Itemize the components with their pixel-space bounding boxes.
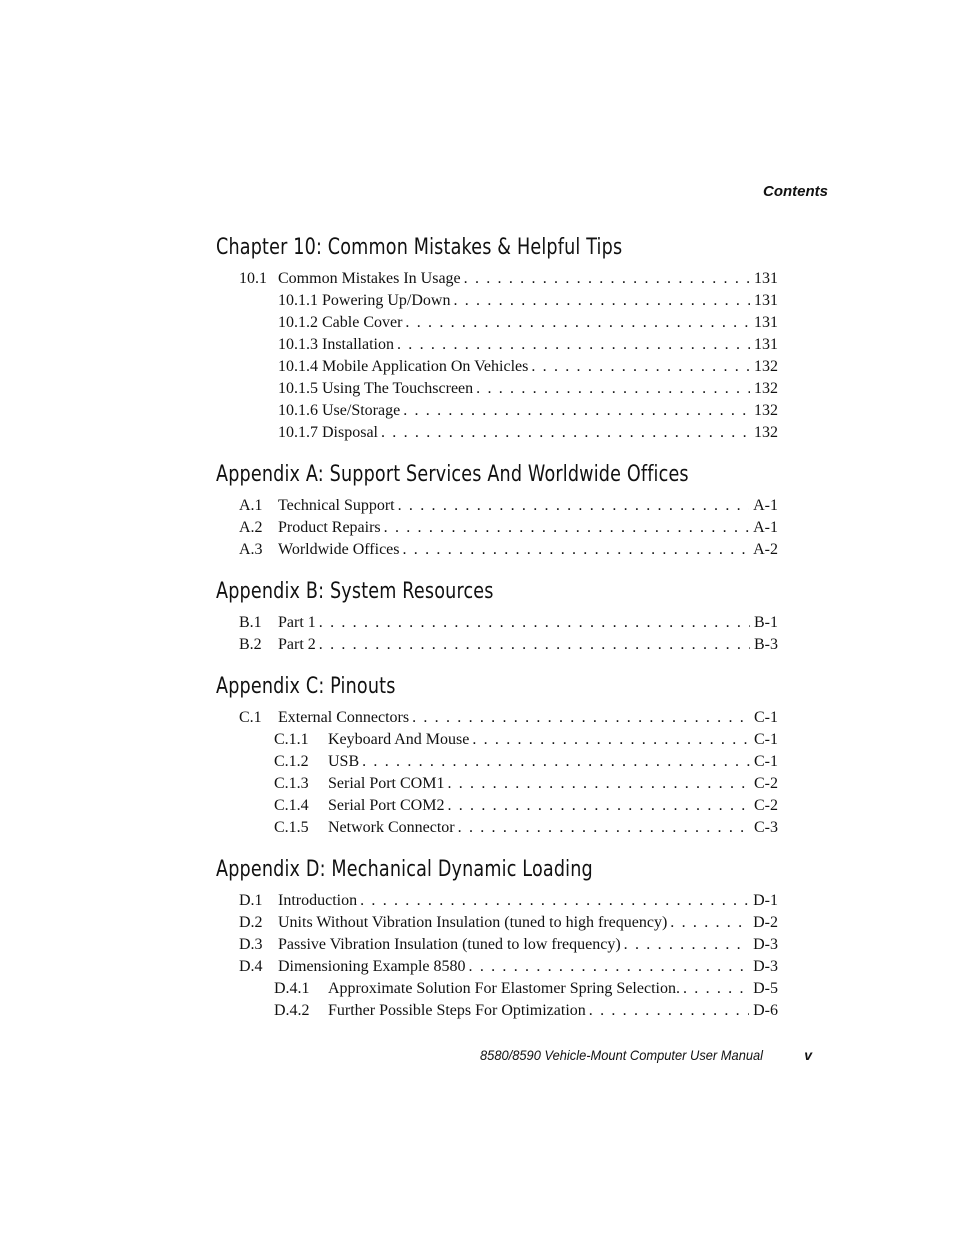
entry-page-number: 131 bbox=[754, 336, 778, 353]
toc-entry[interactable] bbox=[216, 934, 778, 956]
toc-section bbox=[216, 854, 778, 1022]
toc-entry[interactable] bbox=[216, 495, 778, 517]
dot-leader bbox=[447, 795, 750, 817]
entry-number: C.1.2 bbox=[274, 753, 309, 770]
entry-title: 10.1.1 Powering Up/Down bbox=[278, 292, 451, 309]
entry-page-number: B-3 bbox=[754, 636, 778, 653]
entry-page-number: 132 bbox=[754, 358, 778, 375]
section-heading: Appendix B: System Resources bbox=[216, 579, 494, 604]
toc-section bbox=[216, 671, 778, 839]
dot-leader bbox=[362, 751, 750, 773]
dot-leader bbox=[381, 422, 750, 444]
dot-leader bbox=[683, 978, 749, 1000]
entry-number: B.1 bbox=[239, 614, 262, 631]
entry-title: Passive Vibration Insulation (tuned to low frequency) bbox=[278, 936, 621, 953]
entry-page-number: D-3 bbox=[753, 958, 778, 975]
toc-entry[interactable] bbox=[216, 268, 778, 290]
toc-entry[interactable] bbox=[216, 890, 778, 912]
entry-title: Introduction bbox=[278, 892, 358, 909]
entry-title: 10.1.7 Disposal bbox=[278, 424, 378, 441]
entry-title: Serial Port COM2 bbox=[328, 797, 445, 814]
dot-leader bbox=[589, 1000, 749, 1022]
entry-page-number: A-1 bbox=[753, 497, 778, 514]
dot-leader bbox=[403, 400, 750, 422]
entry-number: D.4.2 bbox=[274, 1002, 310, 1019]
entry-title: Keyboard And Mouse bbox=[328, 731, 470, 748]
toc-entry[interactable] bbox=[216, 978, 778, 1000]
toc-section bbox=[216, 576, 778, 656]
toc-entry[interactable] bbox=[216, 290, 778, 312]
toc-entry[interactable] bbox=[216, 707, 778, 729]
entry-page-number: B-1 bbox=[754, 614, 778, 631]
toc-entry[interactable] bbox=[216, 956, 778, 978]
entry-number: A.2 bbox=[239, 519, 263, 536]
entry-page-number: 132 bbox=[754, 424, 778, 441]
entry-page-number: C-2 bbox=[754, 775, 778, 792]
toc-entry[interactable] bbox=[216, 356, 778, 378]
entry-page-number: D-3 bbox=[753, 936, 778, 953]
entry-number: B.2 bbox=[239, 636, 262, 653]
entry-title: 10.1.2 Cable Cover bbox=[278, 314, 403, 331]
entry-page-number: C-1 bbox=[754, 753, 778, 770]
manual-title: 8580/8590 Vehicle-Mount Computer User Manual bbox=[480, 1047, 764, 1063]
page-number: v bbox=[804, 1047, 812, 1063]
section-heading: Chapter 10: Common Mistakes & Helpful Tips bbox=[216, 235, 623, 260]
dot-leader bbox=[453, 290, 750, 312]
dot-leader bbox=[398, 495, 749, 517]
entry-title: Further Possible Steps For Optimization bbox=[328, 1002, 586, 1019]
entry-number: D.4 bbox=[239, 958, 263, 975]
entry-number: A.1 bbox=[239, 497, 263, 514]
entry-number: C.1.1 bbox=[274, 731, 309, 748]
dot-leader bbox=[447, 773, 750, 795]
section-heading: Appendix D: Mechanical Dynamic Loading bbox=[216, 857, 593, 882]
toc-entry[interactable] bbox=[216, 634, 778, 656]
dot-leader bbox=[476, 378, 750, 400]
dot-leader bbox=[670, 912, 749, 934]
entry-page-number: D-5 bbox=[753, 980, 778, 997]
entry-title: 10.1.4 Mobile Application On Vehicles bbox=[278, 358, 529, 375]
entry-page-number: A-2 bbox=[753, 541, 778, 558]
dot-leader bbox=[403, 539, 750, 561]
entry-number: A.3 bbox=[239, 541, 263, 558]
entry-title: 10.1.5 Using The Touchscreen bbox=[278, 380, 474, 397]
entry-title: Part 1 bbox=[278, 614, 316, 631]
dot-leader bbox=[397, 334, 750, 356]
entry-title: 10.1.3 Installation bbox=[278, 336, 394, 353]
dot-leader bbox=[405, 312, 750, 334]
dot-leader bbox=[464, 268, 750, 290]
entry-page-number: 131 bbox=[754, 292, 778, 309]
dot-leader bbox=[469, 956, 750, 978]
entry-title: Dimensioning Example 8580 bbox=[278, 958, 466, 975]
dot-leader bbox=[319, 634, 750, 656]
entry-number: D.3 bbox=[239, 936, 263, 953]
entry-page-number: D-6 bbox=[753, 1002, 778, 1019]
entry-page-number: C-2 bbox=[754, 797, 778, 814]
dot-leader bbox=[531, 356, 750, 378]
toc-entry[interactable] bbox=[216, 612, 778, 634]
entry-title: Approximate Solution For Elastomer Spring Selection. bbox=[328, 980, 680, 997]
toc-entry[interactable] bbox=[216, 422, 778, 444]
entry-number: C.1.5 bbox=[274, 819, 309, 836]
entry-title: External Connectors bbox=[278, 709, 410, 726]
entry-number: C.1.4 bbox=[274, 797, 309, 814]
entry-page-number: 131 bbox=[754, 314, 778, 331]
toc-entry[interactable] bbox=[216, 539, 778, 561]
table-of-contents bbox=[216, 232, 778, 1022]
entry-title: Technical Support bbox=[278, 497, 395, 514]
entry-page-number: C-1 bbox=[754, 731, 778, 748]
toc-entry[interactable] bbox=[216, 312, 778, 334]
section-heading: Appendix C: Pinouts bbox=[216, 674, 396, 699]
entry-title: USB bbox=[328, 753, 360, 770]
dot-leader bbox=[458, 817, 750, 839]
toc-entry[interactable] bbox=[216, 334, 778, 356]
entry-number: D.2 bbox=[239, 914, 263, 931]
dot-leader bbox=[384, 517, 749, 539]
toc-entry[interactable] bbox=[216, 773, 778, 795]
toc-entry[interactable] bbox=[216, 378, 778, 400]
toc-section bbox=[216, 459, 778, 561]
dot-leader bbox=[624, 934, 749, 956]
entry-page-number: 132 bbox=[754, 380, 778, 397]
entry-page-number: A-1 bbox=[753, 519, 778, 536]
entry-title: 10.1.6 Use/Storage bbox=[278, 402, 401, 419]
entry-page-number: 132 bbox=[754, 402, 778, 419]
entry-title: Product Repairs bbox=[278, 519, 381, 536]
toc-entry[interactable] bbox=[216, 400, 778, 422]
toc-entry[interactable] bbox=[216, 1000, 778, 1022]
toc-entry[interactable] bbox=[216, 912, 778, 934]
dot-leader bbox=[360, 890, 749, 912]
toc-entry[interactable] bbox=[216, 817, 778, 839]
entry-page-number: C-3 bbox=[754, 819, 778, 836]
entry-title: Network Connector bbox=[328, 819, 455, 836]
entry-title: Common Mistakes In Usage bbox=[278, 270, 461, 287]
toc-section bbox=[216, 232, 778, 444]
entry-title: Worldwide Offices bbox=[278, 541, 400, 558]
dot-leader bbox=[319, 612, 750, 634]
toc-entry[interactable] bbox=[216, 751, 778, 773]
entry-number: C.1 bbox=[239, 709, 262, 726]
entry-page-number: C-1 bbox=[754, 709, 778, 726]
dot-leader bbox=[472, 729, 750, 751]
toc-entry[interactable] bbox=[216, 729, 778, 751]
running-head: Contents bbox=[763, 183, 828, 200]
entry-number: D.4.1 bbox=[274, 980, 310, 997]
toc-entry[interactable] bbox=[216, 517, 778, 539]
toc-entry[interactable] bbox=[216, 795, 778, 817]
entry-page-number: D-2 bbox=[753, 914, 778, 931]
section-heading: Appendix A: Support Services And Worldwide Offices bbox=[216, 462, 689, 487]
entry-title: Serial Port COM1 bbox=[328, 775, 445, 792]
dot-leader bbox=[412, 707, 750, 729]
entry-title: Part 2 bbox=[278, 636, 316, 653]
entry-page-number: D-1 bbox=[753, 892, 778, 909]
entry-number: D.1 bbox=[239, 892, 263, 909]
entry-number: 10.1 bbox=[239, 270, 267, 287]
entry-title: Units Without Vibration Insulation (tuned to high frequency) bbox=[278, 914, 668, 931]
entry-number: C.1.3 bbox=[274, 775, 309, 792]
entry-page-number: 131 bbox=[754, 270, 778, 287]
